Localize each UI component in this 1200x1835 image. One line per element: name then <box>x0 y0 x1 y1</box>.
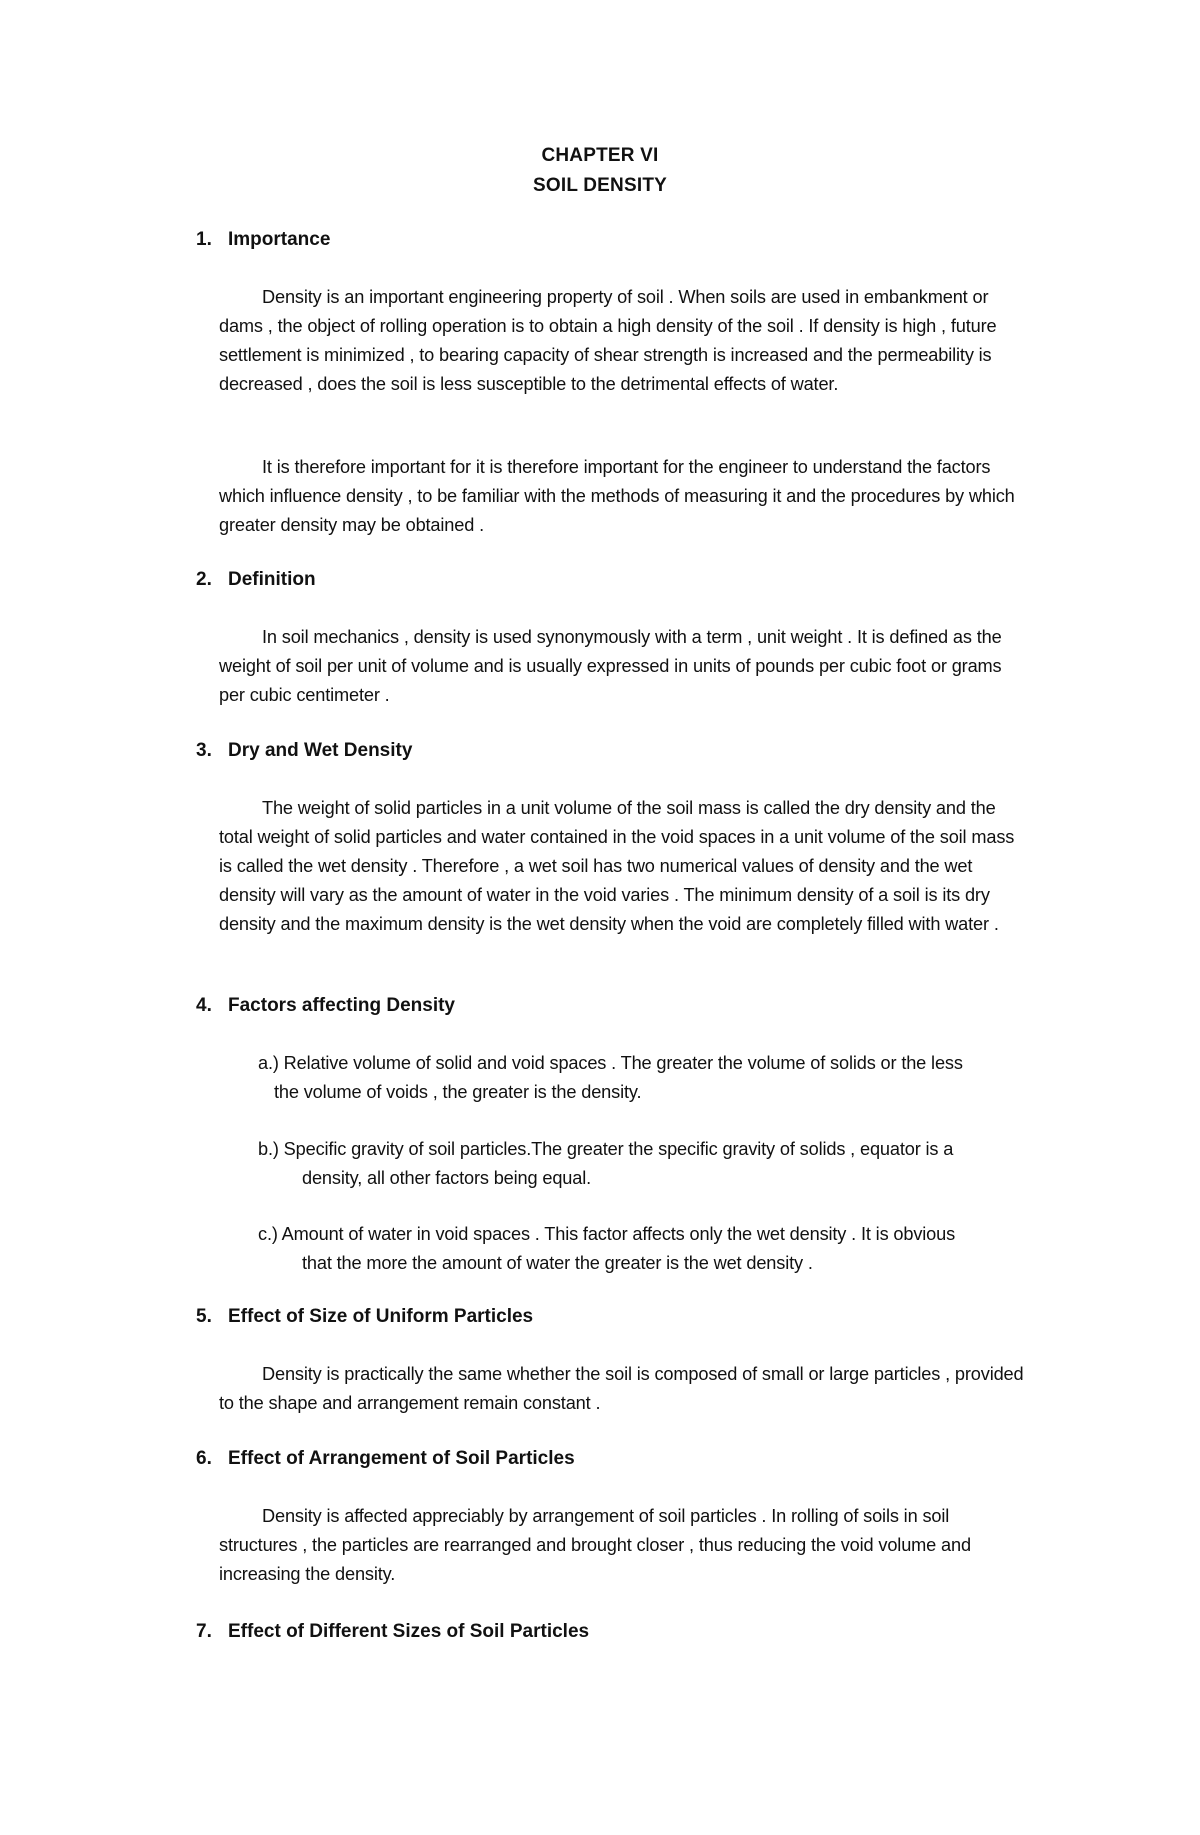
section-title: Factors affecting Density <box>228 995 455 1016</box>
chapter-subtitle: SOIL DENSITY <box>532 175 668 196</box>
section-heading-definition <box>196 569 316 591</box>
section-number: 2. <box>196 569 212 590</box>
section-number: 3. <box>196 740 212 761</box>
list-item-continuation: density, all other factors being equal. <box>302 1168 592 1188</box>
section-heading-dry-wet-density <box>196 740 412 762</box>
chapter-title: CHAPTER VI <box>541 145 659 166</box>
list-item-first-line: c.) Amount of water in void spaces . This factor affects only the wet density . It is obvious <box>258 1224 956 1244</box>
list-item-continuation: the volume of voids , the greater is the density. <box>274 1082 642 1102</box>
section-number: 6. <box>196 1448 212 1469</box>
paragraph-importance-1: Density is an important engineering property of soil . When soils are used in embankment or dams , the object of rolling operation is to obtain a high density of the soil . If density is high , future settlement is minimized , to bearing capacity of shear strength is increased and the permeability is decreased , does the soil is less susceptible to the detrimental effects of water. <box>219 287 997 394</box>
section-heading-factors <box>196 995 455 1017</box>
list-item-factor-c <box>258 1220 1028 1278</box>
section-title: Effect of Arrangement of Soil Particles <box>228 1448 575 1469</box>
paragraph-definition: In soil mechanics , density is used synonymously with a term , unit weight . It is defined as the weight of soil per unit of volume and is usually expressed in units of pounds per cubic foot or grams per cubic centimeter . <box>219 627 1002 705</box>
section-heading-different-sizes <box>196 1621 589 1643</box>
section-number: 5. <box>196 1306 212 1327</box>
list-item-first-line: b.) Specific gravity of soil particles.The greater the specific gravity of solids , equator is a <box>258 1139 954 1159</box>
section-number: 1. <box>196 229 212 250</box>
section-number: 7. <box>196 1621 212 1642</box>
section-title: Effect of Different Sizes of Soil Particles <box>228 1621 590 1642</box>
section-title: Dry and Wet Density <box>228 740 413 761</box>
paragraph-importance-2: It is therefore important for it is therefore important for the engineer to understand the factors which influence density , to be familiar with the methods of measuring it and the procedures by which greater density may be obtained . <box>219 457 1015 535</box>
paragraph-dry-wet-density: The weight of solid particles in a unit volume of the soil mass is called the dry density and the total weight of solid particles and water contained in the void spaces in a unit volume of the soil mass is called the wet density . Therefore , a wet soil has two numerical values of density and the wet density will vary as the amount of water in the void varies . The minimum density of a soil is its dry density and the maximum density is the wet density when the void are completely filled with water . <box>219 798 1015 934</box>
paragraph-uniform-particles: Density is practically the same whether the soil is composed of small or large particles , provided to the shape and arrangement remain constant . <box>219 1364 1024 1413</box>
list-item-factor-a <box>258 1049 1028 1107</box>
list-item-factor-b <box>258 1135 1028 1193</box>
list-item-first-line: a.) Relative volume of solid and void spaces . The greater the volume of solids or the less <box>258 1053 963 1073</box>
section-heading-arrangement <box>196 1448 575 1470</box>
section-title: Effect of Size of Uniform Particles <box>228 1306 534 1327</box>
section-heading-uniform-particles <box>196 1306 533 1328</box>
list-item-continuation: that the more the amount of water the greater is the wet density . <box>302 1253 813 1273</box>
section-number: 4. <box>196 995 212 1016</box>
section-title: Definition <box>228 569 316 590</box>
section-title: Importance <box>228 229 331 250</box>
paragraph-arrangement: Density is affected appreciably by arrangement of soil particles . In rolling of soils in soil structures , the particles are rearranged and brought closer , thus reducing the void volume and increasing the density. <box>219 1506 971 1584</box>
section-heading-importance <box>196 229 330 251</box>
